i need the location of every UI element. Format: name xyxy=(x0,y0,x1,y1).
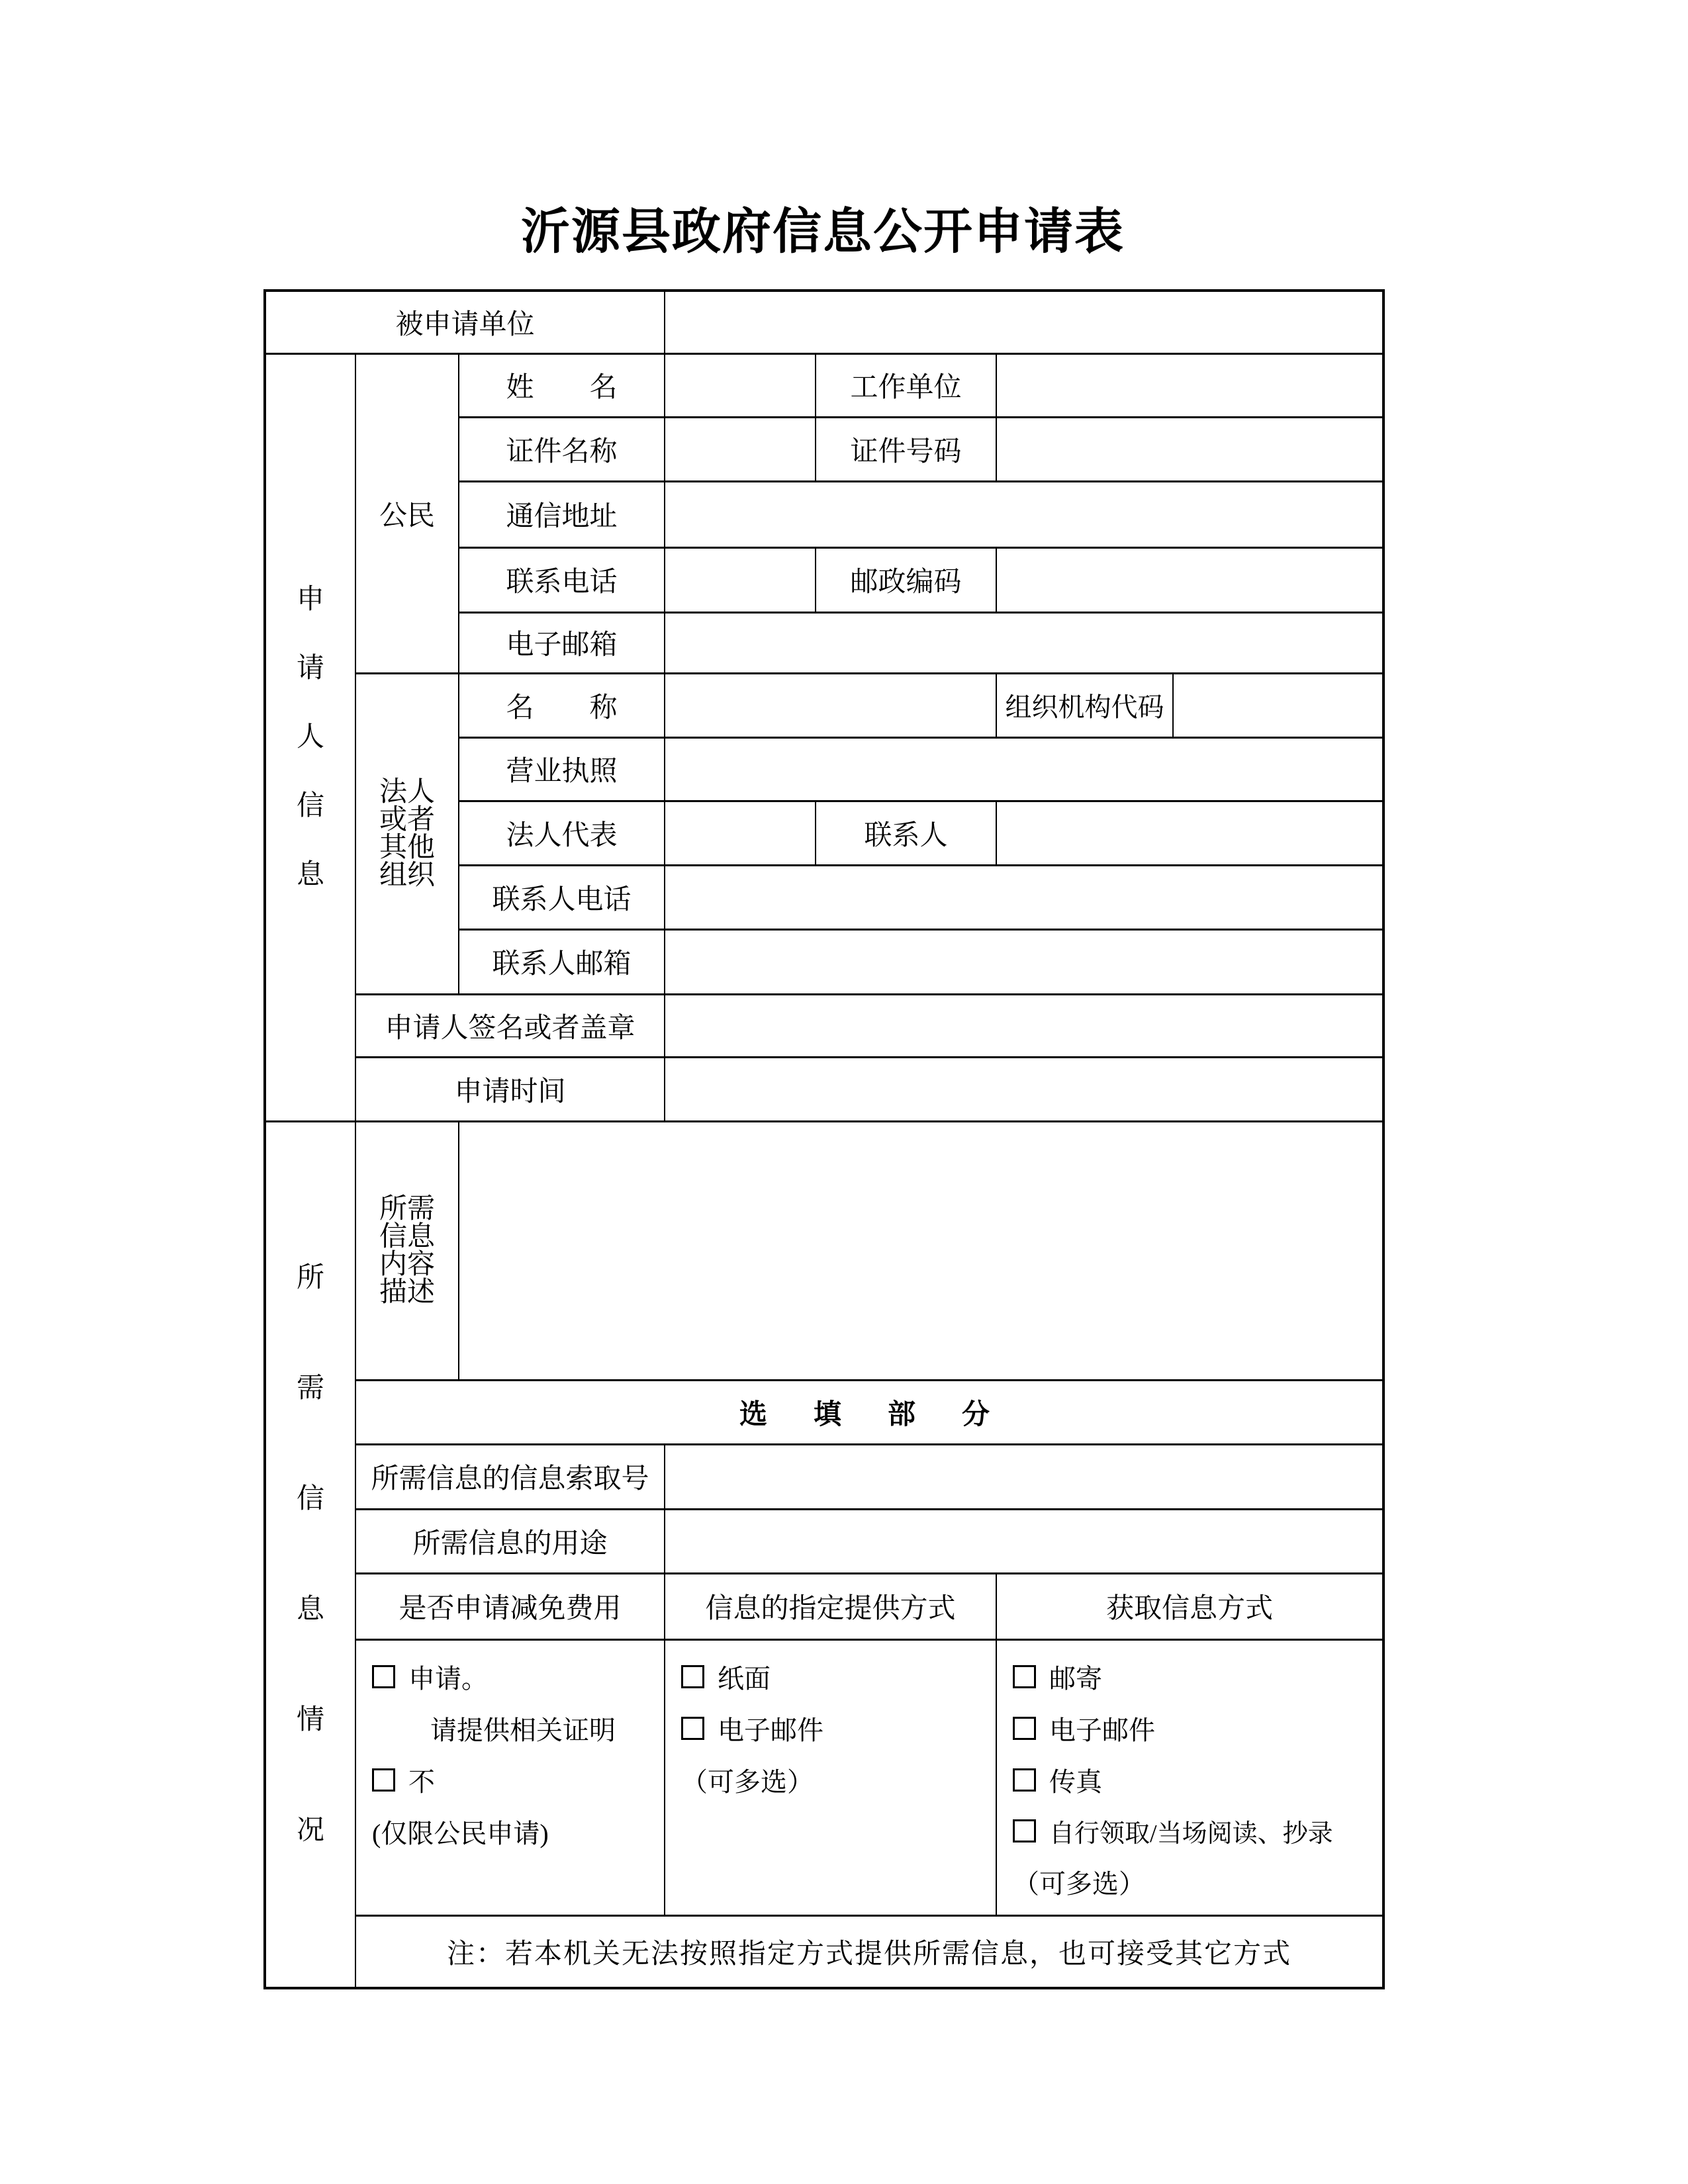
info-description-label xyxy=(355,1121,459,1380)
signature-label: 申请人签名或者盖章 xyxy=(355,994,665,1057)
work-unit-value-cell[interactable] xyxy=(996,353,1383,417)
org-code-value-cell[interactable] xyxy=(1173,673,1383,737)
delivery-multi-note xyxy=(681,1761,989,1799)
option-note: （可多选） xyxy=(681,1766,814,1797)
id-type-label: 证件名称 xyxy=(459,417,665,481)
table-row xyxy=(265,1380,1383,1444)
table-row xyxy=(265,1639,1383,1915)
delivery-method-header: 信息的指定提供方式 xyxy=(665,1573,996,1639)
postcode-label: 邮政编码 xyxy=(816,547,996,612)
obtain-option-mail[interactable] xyxy=(1013,1658,1376,1696)
option-label: 自行领取/当场阅读、抄录 xyxy=(1049,1819,1333,1848)
table-row xyxy=(265,1121,1383,1380)
info-index-label: 所需信息的信息索取号 xyxy=(355,1444,665,1509)
org-name-value-cell[interactable] xyxy=(665,673,996,737)
checkbox-mail-icon[interactable] xyxy=(1013,1665,1036,1688)
business-license-value-cell[interactable] xyxy=(665,737,1383,801)
info-purpose-label: 所需信息的用途 xyxy=(355,1509,665,1573)
citizen-group-label: 公民 xyxy=(355,353,459,673)
org-code-label: 组织机构代码 xyxy=(996,673,1173,737)
requested-unit-value-cell[interactable] xyxy=(665,291,1383,353)
name-value-cell[interactable] xyxy=(665,353,816,417)
checkbox-email-icon[interactable] xyxy=(681,1717,704,1740)
option-label: 电子邮件 xyxy=(718,1715,824,1745)
table-row xyxy=(265,291,1383,353)
option-label: 传真 xyxy=(1049,1766,1103,1797)
info-description-lines: 所需 信息 内容 描述 xyxy=(379,1193,435,1308)
org-name-label: 名 称 xyxy=(459,673,665,737)
phone-value-cell[interactable] xyxy=(665,547,816,612)
contact-label: 联系人 xyxy=(816,801,996,865)
table-row xyxy=(265,1057,1383,1121)
fee-waiver-option-apply[interactable] xyxy=(372,1658,657,1696)
id-number-label: 证件号码 xyxy=(816,417,996,481)
work-unit-label: 工作单位 xyxy=(816,353,996,417)
application-form-table xyxy=(263,289,1385,1989)
table-row xyxy=(265,994,1383,1057)
contact-phone-label: 联系人电话 xyxy=(459,865,665,929)
business-license-label: 营业执照 xyxy=(459,737,665,801)
info-description-value-cell[interactable] xyxy=(459,1121,1383,1380)
signature-value-cell[interactable] xyxy=(665,994,1383,1057)
contact-email-label: 联系人邮箱 xyxy=(459,929,665,994)
obtain-option-email[interactable] xyxy=(1013,1709,1376,1747)
legal-entity-group-label xyxy=(355,673,459,994)
contact-phone-value-cell[interactable] xyxy=(665,865,1383,929)
option-note: (仅限公民申请) xyxy=(372,1818,549,1848)
option-note: 请提供相关证明 xyxy=(430,1715,616,1745)
fee-waiver-option-no[interactable] xyxy=(372,1761,657,1799)
option-label: 申请。 xyxy=(408,1663,488,1694)
table-row xyxy=(265,1915,1383,1988)
page-title: 沂源县政府信息公开申请表 xyxy=(521,205,1125,259)
table-row xyxy=(265,1509,1383,1573)
address-value-cell[interactable] xyxy=(665,481,1383,547)
requested-unit-label: 被申请单位 xyxy=(265,291,665,353)
phone-label: 联系电话 xyxy=(459,547,665,612)
applicant-info-vertical-text: 申 请 人 信 息 xyxy=(296,584,324,890)
id-type-value-cell[interactable] xyxy=(665,417,816,481)
apply-date-value-cell[interactable] xyxy=(665,1057,1383,1121)
address-label: 通信地址 xyxy=(459,481,665,547)
checkbox-fax-icon[interactable] xyxy=(1013,1768,1036,1792)
legal-rep-value-cell[interactable] xyxy=(665,801,816,865)
fee-waiver-options-cell xyxy=(355,1639,665,1915)
checkbox-apply-icon[interactable] xyxy=(372,1665,395,1688)
contact-email-value-cell[interactable] xyxy=(665,929,1383,994)
apply-date-label: 申请时间 xyxy=(355,1057,665,1121)
obtain-method-header: 获取信息方式 xyxy=(996,1573,1383,1639)
delivery-option-paper[interactable] xyxy=(681,1658,989,1696)
delivery-options-cell xyxy=(665,1639,996,1915)
table-row xyxy=(265,1444,1383,1509)
required-info-section-label xyxy=(265,1121,355,1988)
required-info-vertical-text: 所 需 信 息 情 况 xyxy=(296,1263,324,1846)
option-label: 电子邮件 xyxy=(1049,1715,1156,1745)
table-row xyxy=(265,673,1383,737)
option-label: 邮寄 xyxy=(1049,1663,1103,1694)
fee-waiver-apply-note xyxy=(430,1709,657,1747)
obtain-multi-note xyxy=(1013,1863,1376,1901)
option-label: 纸面 xyxy=(718,1663,771,1694)
option-note: （可多选） xyxy=(1013,1868,1146,1899)
optional-section-header: 选 填 部 分 xyxy=(355,1380,1383,1444)
legal-entity-group-lines: 法人 或者 其他 组织 xyxy=(379,776,435,891)
info-index-value-cell[interactable] xyxy=(665,1444,1383,1509)
checkbox-paper-icon[interactable] xyxy=(681,1665,704,1688)
obtain-options-cell xyxy=(996,1639,1383,1915)
fee-waiver-restriction xyxy=(372,1813,657,1850)
legal-rep-label: 法人代表 xyxy=(459,801,665,865)
info-purpose-value-cell[interactable] xyxy=(665,1509,1383,1573)
option-label: 不 xyxy=(408,1766,435,1797)
footnote: 注：若本机关无法按照指定方式提供所需信息，也可接受其它方式 xyxy=(355,1915,1383,1988)
postcode-value-cell[interactable] xyxy=(996,547,1383,612)
table-row xyxy=(265,353,1383,417)
email-label: 电子邮箱 xyxy=(459,612,665,673)
id-number-value-cell[interactable] xyxy=(996,417,1383,481)
applicant-info-section-label xyxy=(265,353,355,1121)
delivery-option-email[interactable] xyxy=(681,1709,989,1747)
obtain-option-fax[interactable] xyxy=(1013,1761,1376,1799)
fee-waiver-header: 是否申请减免费用 xyxy=(355,1573,665,1639)
checkbox-no-icon[interactable] xyxy=(372,1768,395,1792)
contact-value-cell[interactable] xyxy=(996,801,1383,865)
checkbox-obtain-email-icon[interactable] xyxy=(1013,1717,1036,1740)
name-label: 姓 名 xyxy=(459,353,665,417)
obtain-option-pickup[interactable] xyxy=(1013,1813,1376,1849)
checkbox-pickup-icon[interactable] xyxy=(1013,1819,1036,1843)
email-value-cell[interactable] xyxy=(665,612,1383,673)
table-row xyxy=(265,1573,1383,1639)
